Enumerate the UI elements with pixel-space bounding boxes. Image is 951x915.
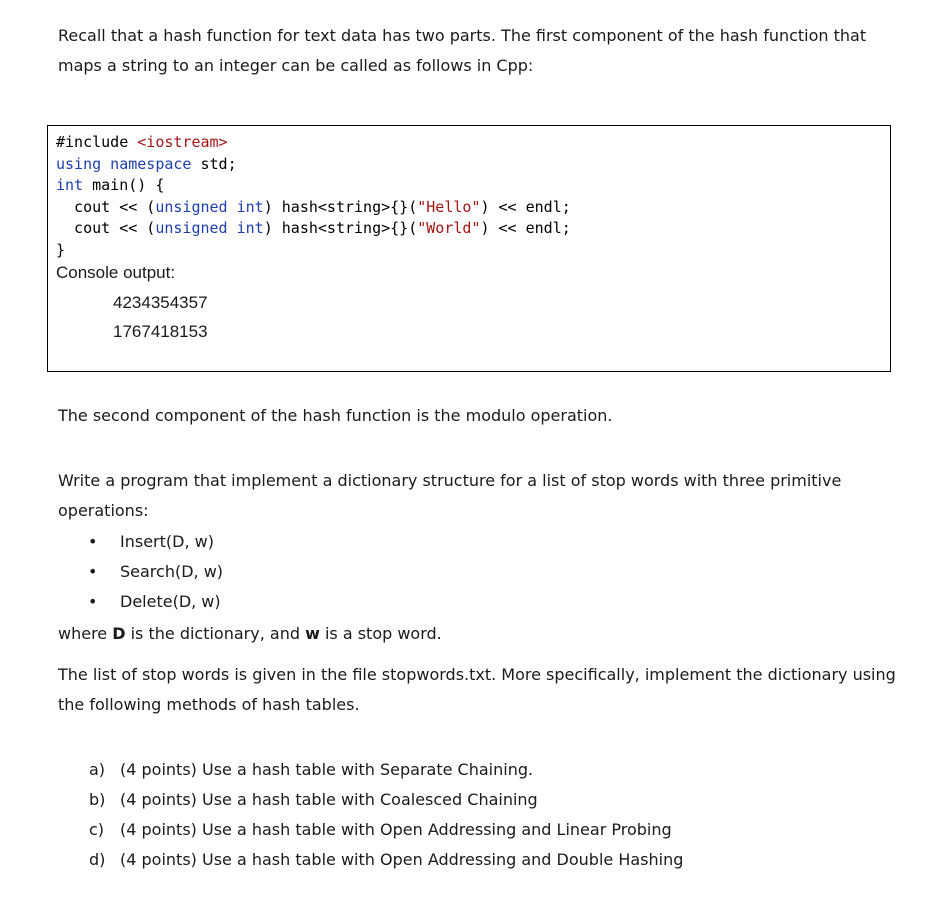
code-block [47, 125, 891, 372]
list-item: d) (4 points) Use a hash table with Open Addressing and Double Hashing [89, 850, 684, 869]
where-sentence: where D is the dictionary, and w is a stop word. [58, 624, 442, 643]
code-line-4: cout << (unsigned int) hash<string>{}("Hello") << endl; [56, 197, 571, 216]
code-line-1: #include <iostream> [56, 133, 228, 151]
code-line-5: cout << (unsigned int) hash<string>{}("World") << endl; [56, 219, 571, 237]
code-listing [56, 132, 890, 261]
list-item: • Insert(D, w) [58, 527, 223, 557]
console-output-value: 1767418153 [113, 322, 208, 341]
console-output-value: 4234354357 [113, 293, 208, 312]
modulo-paragraph: The second component of the hash function is the modulo operation. [58, 406, 613, 425]
operations-list [58, 527, 223, 617]
list-item: b) (4 points) Use a hash table with Coalesced Chaining [89, 790, 538, 809]
bullet-icon: • [88, 562, 98, 581]
code-line-3: int main() { [56, 176, 165, 194]
list-item: • Delete(D, w) [58, 587, 223, 617]
bullet-icon: • [88, 592, 98, 611]
list-item: • Search(D, w) [58, 557, 223, 587]
intro-paragraph: Recall that a hash function for text data has two parts. The first component of the hash function that maps a string to an integer can be called as follows in Cpp: [58, 26, 867, 75]
task-paragraph: Write a program that implement a dictionary structure for a list of stop words with three primitive operations: [58, 471, 842, 520]
stopwords-paragraph: The list of stop words is given in the file stopwords.txt. More specifically, implement the dictionary using the following methods of hash tables. [58, 665, 896, 714]
console-output-label: Console output: [56, 263, 176, 282]
bullet-icon: • [88, 532, 98, 551]
methods-list [58, 755, 683, 875]
code-line-6: } [56, 240, 66, 259]
list-item: c) (4 points) Use a hash table with Open Addressing and Linear Probing [89, 820, 672, 839]
list-item: a) (4 points) Use a hash table with Separate Chaining. [89, 760, 534, 779]
code-line-2: using namespace std; [56, 154, 237, 173]
